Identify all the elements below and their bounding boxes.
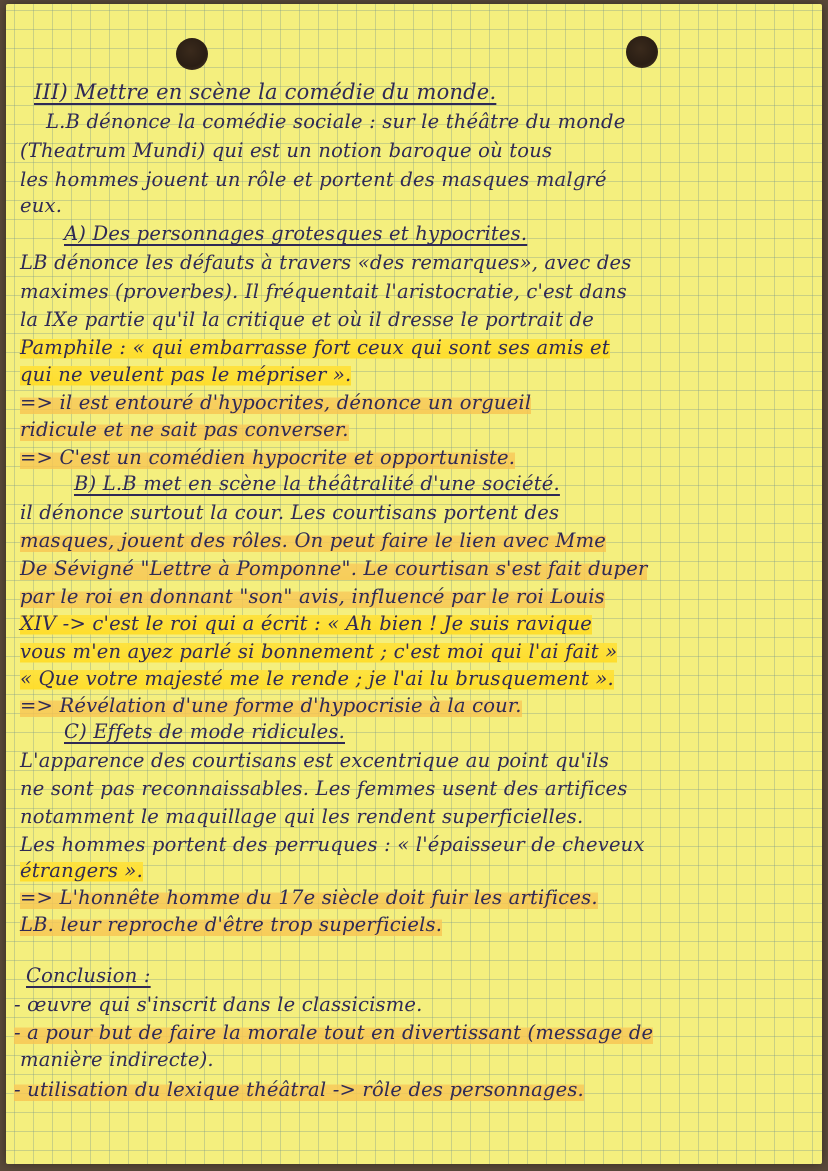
section-heading: III) Mettre en scène la comédie du monde. [34,80,497,104]
text-line: De Sévigné "Lettre à Pomponne". Le courtisan s'est fait duper [20,555,647,583]
text-line: par le roi en donnant "son" avis, influencé par le roi Louis [20,583,605,611]
subsection-heading: C) Effets de mode ridicules. [64,720,345,743]
highlighted-quote: qui ne veulent pas le mépriser ». [20,361,351,389]
text-line: => L'honnête homme du 17e siècle doit fuir les artifices. [20,884,598,912]
conclusion-heading: Conclusion : [26,964,151,987]
text-line: - œuvre qui s'inscrit dans le classicisme. [14,993,423,1016]
text-line: maximes (proverbes). Il fréquentait l'aristocratie, c'est dans [20,280,627,303]
text-line: notamment le maquillage qui les rendent superficielles. [20,805,584,828]
text-line: Les hommes portent des perruques : « l'épaisseur de cheveux [20,833,645,856]
punch-hole-right [626,36,658,68]
text-line: LB. leur reproche d'être trop superficiels. [20,911,442,939]
text-line: L.B dénonce la comédie sociale : sur le théâtre du monde [46,110,626,133]
subsection-heading: A) Des personnages grotesques et hypocrites. [64,222,528,245]
text-line: la IXe partie qu'il la critique et où il dresse le portrait de [20,308,594,331]
text-line: ne sont pas reconnaissables. Les femmes usent des artifices [20,777,628,800]
highlighted-quote: « Que votre majesté me le rende ; je l'ai lu brusquement ». [20,665,614,693]
text-line: les hommes jouent un rôle et portent des masques malgré [20,168,607,191]
text-line: => il est entouré d'hypocrites, dénonce un orgueil [20,389,531,417]
highlighted-quote: Pamphile : « qui embarrasse fort ceux qui sont ses amis et [20,334,610,362]
text-line: manière indirecte). [20,1048,214,1071]
text-line: L'apparence des courtisans est excentrique au point qu'ils [20,749,610,772]
text-line: - utilisation du lexique théâtral -> rôle des personnages. [14,1076,584,1104]
text-line: => Révélation d'une forme d'hypocrisie à la cour. [20,692,522,720]
text-line: il dénonce surtout la cour. Les courtisans portent des [20,501,560,524]
text-line: (Theatrum Mundi) qui est un notion baroque où tous [20,139,553,162]
punch-hole-left [176,38,208,70]
text-line: - a pour but de faire la morale tout en divertissant (message de [14,1019,653,1047]
text-line: eux. [20,194,63,217]
text-line: ridicule et ne sait pas converser. [20,416,349,444]
text-line: => C'est un comédien hypocrite et opportuniste. [20,444,515,472]
highlighted-quote: étrangers ». [20,857,143,885]
subsection-heading: B) L.B met en scène la théâtralité d'une société. [74,472,560,495]
text-line: LB dénonce les défauts à travers «des remarques», avec des [20,251,632,274]
notebook-page [6,4,822,1164]
highlighted-quote: XIV -> c'est le roi qui a écrit : « Ah bien ! Je suis ravique [20,610,592,638]
highlighted-quote: vous m'en ayez parlé si bonnement ; c'est moi qui l'ai fait » [20,638,617,666]
text-line: masques, jouent des rôles. On peut faire le lien avec Mme [20,527,606,555]
